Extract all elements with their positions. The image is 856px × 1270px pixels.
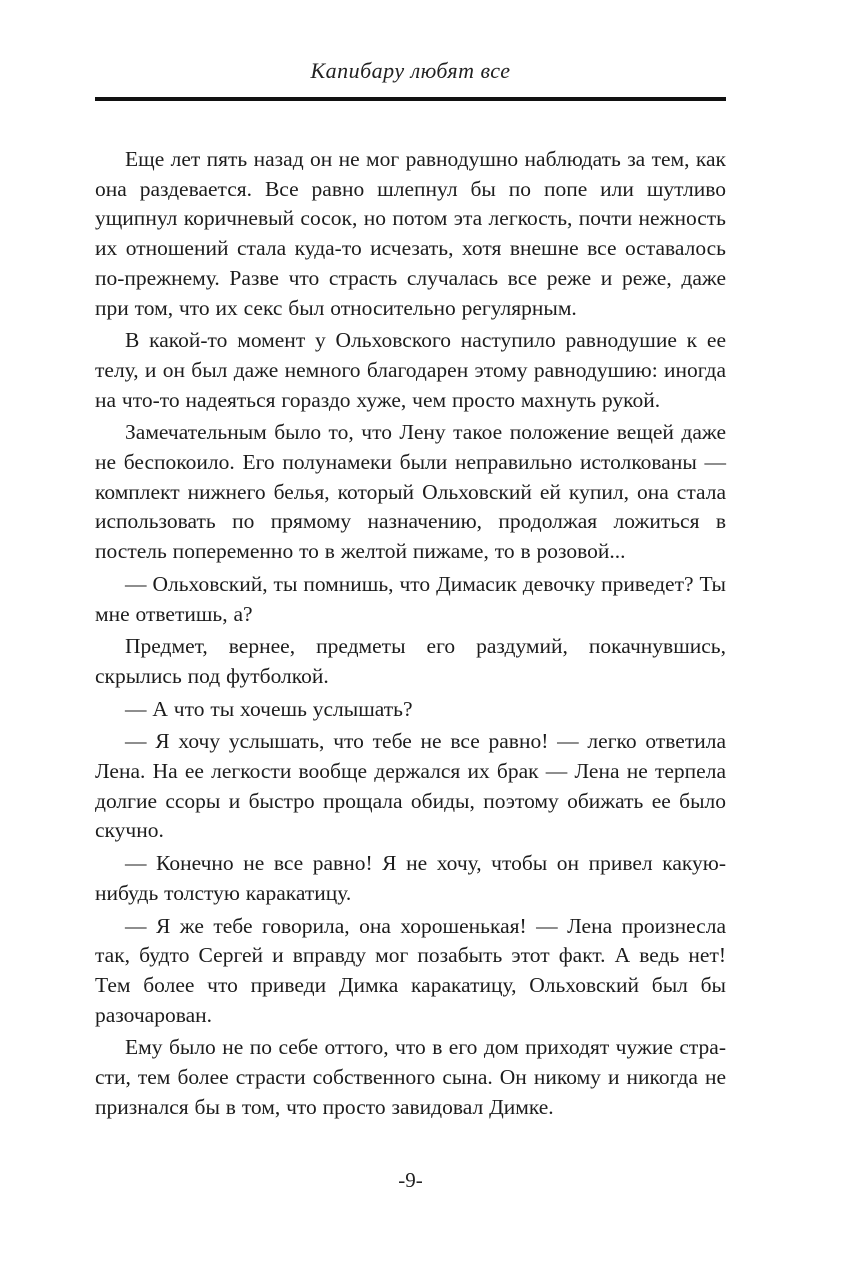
header-rule	[95, 97, 726, 101]
page-number: -9-	[398, 1168, 423, 1192]
paragraph: Замечательным было то, что Лену такое положение вещей даже не беспокоило. Его полунамеки были неправильно истолкованы — комплект нижнего белья, который Ольховский ей купил, она стала использовать по прямому назначению, продолжая ложиться в постель попеременно то в желтой пижаме, то в розовой...	[95, 420, 726, 564]
paragraph: Еще лет пять назад он не мог равнодушно наблюдать за тем, как она раздевается. Все равно шлепнул бы по попе или шутливо ущипнул коричневый сосок, но потом эта легкость, почти нежность их отношений стала куда-то исчезать, хотя внешне все оставалось по-прежнему. Разве что страсть случалась все реже и реже, даже при том, что их секс был относительно регулярным.	[95, 147, 726, 320]
dialogue-line: — А что ты хочешь услышать?	[125, 696, 413, 721]
dialogue-line: — Я же тебе говорила, она хорошенькая! — Лена произнесла так, будто Сергей и вправду мог позабыть этот факт. А ведь нет! Тем более что приведи Димка каракатицу, Ольховский был бы разочарован.	[95, 913, 726, 1027]
body-text	[95, 145, 726, 1123]
running-head-title: Капибару любят все	[310, 58, 511, 83]
dialogue-line: — Конечно не все равно! Я не хочу, чтобы он привел какую-нибудь толстую каракатицу.	[95, 851, 726, 905]
paragraph: В какой-то момент у Ольховского наступило равнодушие к ее телу, и он был даже немного благодарен этому равнодушию: иногда на что-то надеяться гораздо хуже, чем просто махнуть рукой.	[95, 328, 726, 412]
dialogue-line: — Ольховский, ты помнишь, что Димасик девочку приведет? Ты мне ответишь, а?	[95, 571, 726, 626]
paragraph: Предмет, вернее, предметы его раздумий, покачнувшись, скрылись под футболкой.	[95, 634, 726, 688]
paragraph: Ему было не по себе оттого, что в его дом приходят чужие страсти, тем более страсти собственного сына. Он никому и никогда не признался бы в том, что просто завидовал Димке.	[95, 1035, 726, 1119]
dialogue-line: — Я хочу услышать, что тебе не все равно! — легко ответила Лена. На ее легкости вообще держался их брак — Лена не терпела долгие ссоры и быстро прощала обиды, поэтому обижать ее было скучно.	[95, 729, 726, 843]
